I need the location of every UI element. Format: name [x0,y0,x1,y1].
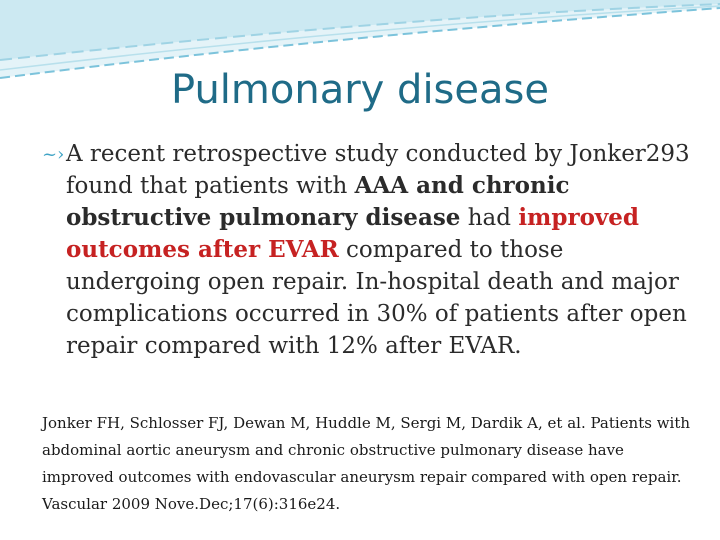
bullet-text-part3: compared to those undergoing open repair. In-hospital death and major complications occurred in 30% of patients after open repair compared with 12% after EVAR. [66,237,687,359]
reference-citation: Jonker FH, Schlosser FJ, Dewan M, Huddle M, Sergi M, Dardik A, et al. Patients with abdominal aortic aneurysm and chronic obstructive pulmonary disease have improved outcomes with endovascular aneurysm repair compared with open repair. Vascular 2009 Nove.Dec;17(6):316e24. [42,414,691,513]
bullet-text-part1: A recent retrospective study conducted by Jonker293 found that patients with [66,141,690,199]
bullet-bold-text: AAA and chronic obstructive pulmonary disease [66,172,570,231]
bullet-highlight-text: improved outcomes after EVAR [66,204,640,263]
tilde-arrow-bullet-icon: ~› [42,144,65,165]
bullet-text [42,138,690,362]
bullet-text-part2: had [460,205,519,231]
slide-title: Pulmonary disease [171,67,549,113]
bullet-item [42,138,690,362]
